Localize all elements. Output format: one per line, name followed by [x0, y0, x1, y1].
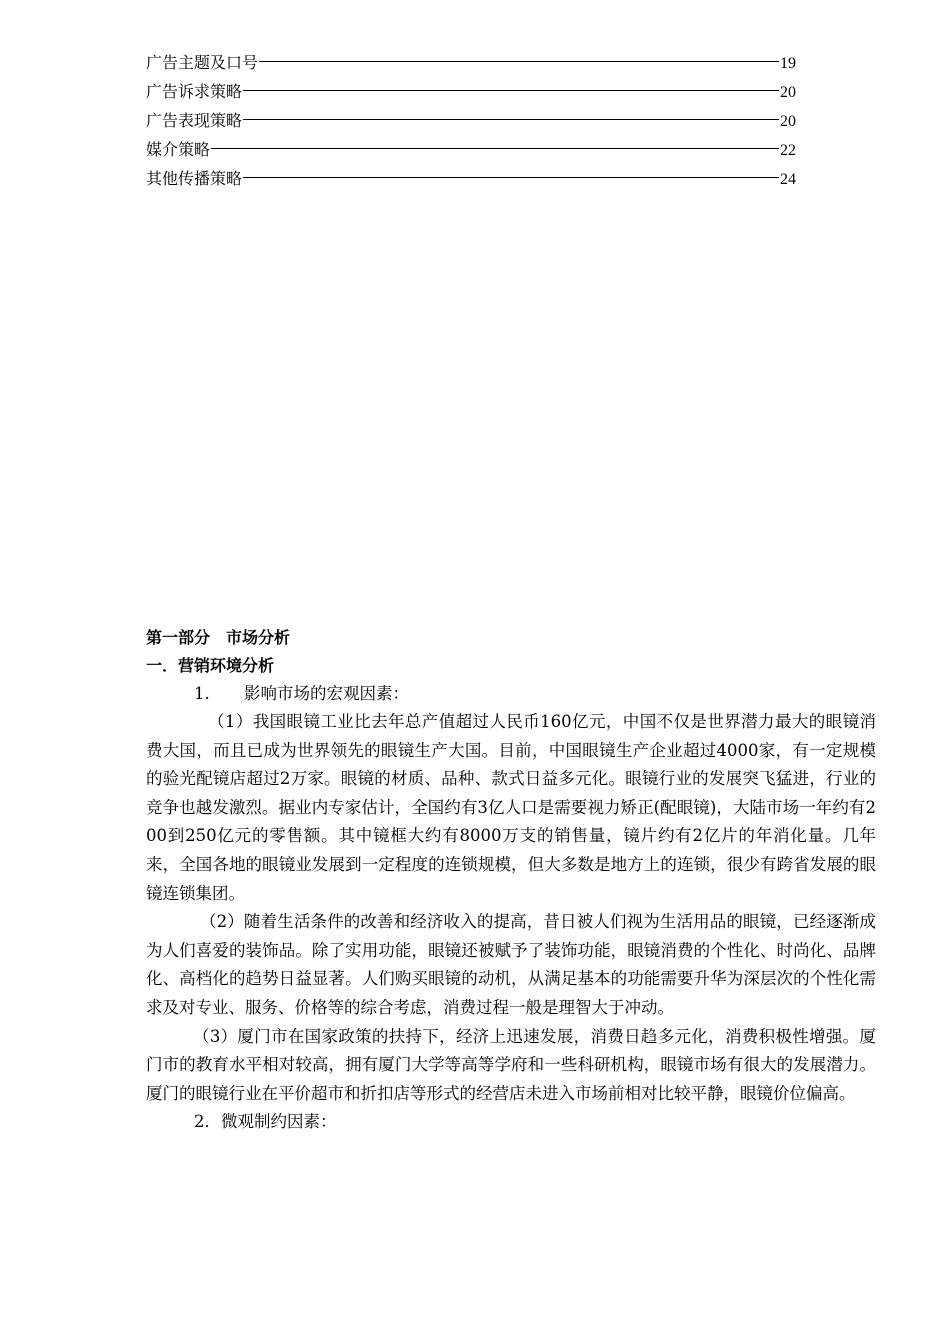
toc-entry-page: 20	[780, 84, 796, 101]
toc-leader-line	[243, 90, 779, 91]
toc-entry-page: 24	[780, 171, 796, 188]
toc-leader-line	[243, 177, 779, 178]
subsection-heading: 一．营销环境分析	[146, 656, 275, 675]
toc-leader-line	[259, 61, 779, 62]
toc-entry-title: 媒介策略	[146, 140, 211, 159]
toc-entry[interactable]	[146, 137, 796, 166]
toc-entry[interactable]	[146, 79, 796, 108]
toc-entry-title: 广告诉求策略	[146, 82, 243, 101]
toc-entry[interactable]	[146, 50, 796, 79]
toc-entry-title: 其他传播策略	[146, 169, 243, 188]
toc-entry-page: 22	[780, 142, 796, 159]
item-1-heading	[146, 680, 876, 708]
item-1-label: 影响市场的宏观因素：	[244, 684, 409, 703]
toc-leader-line	[243, 119, 779, 120]
item-1-number: 1.	[194, 684, 210, 703]
toc-entry[interactable]	[146, 108, 796, 137]
document-body	[146, 624, 876, 1136]
paragraph-1: （1）我国眼镜工业比去年总产值超过人民币160亿元，中国不仅是世界潜力最大的眼镜消费大国，而且已成为世界领先的眼镜生产大国。目前，中国眼镜生产企业超过4000家，有一定规模的验光配镜店超过2万家。眼镜的材质、品种、款式日益多元化。眼镜行业的发展突飞猛进，行业的竞争也越发激烈。据业内专家估计，全国约有3亿人口是需要视力矫正(配眼镜)，大陆市场一年约有200到250亿元的零售额。其中镜框大约有8000万支的销售量，镜片约有2亿片的年消化量。几年来，全国各地的眼镜业发展到一定程度的连锁规模，但大多数是地方上的连锁，很少有跨省发展的眼镜连锁集团。	[146, 712, 876, 903]
toc-entry-title: 广告主题及口号	[146, 53, 259, 72]
table-of-contents	[146, 50, 796, 195]
part-heading: 第一部分 市场分析	[146, 628, 291, 647]
toc-entry-title: 广告表现策略	[146, 111, 243, 130]
toc-entry[interactable]	[146, 166, 796, 195]
toc-entry-page: 19	[780, 55, 796, 72]
toc-entry-page: 20	[780, 113, 796, 130]
paragraph-3: （3）厦门市在国家政策的扶持下，经济上迅速发展，消费日趋多元化，消费积极性增强。厦门市的教育水平相对较高，拥有厦门大学等高等学府和一些科研机构，眼镜市场有很大的发展潜力。厦门的眼镜行业在平价超市和折扣店等形式的经营店未进入市场前相对比较平静，眼镜价位偏高。	[146, 1026, 876, 1103]
paragraph-2: （2）随着生活条件的改善和经济收入的提高，昔日被人们视为生活用品的眼镜，已经逐渐成为人们喜爱的装饰品。除了实用功能，眼镜还被赋予了装饰功能，眼镜消费的个性化、时尚化、品牌化、高档化的趋势日益显著。人们购买眼镜的动机，从满足基本的功能需要升华为深层次的个性化需求及对专业、服务、价格等的综合考虑，消费过程一般是理智大于冲动。	[146, 912, 876, 1017]
item-2-heading: 2．微观制约因素：	[194, 1112, 337, 1132]
toc-leader-line	[211, 148, 779, 149]
